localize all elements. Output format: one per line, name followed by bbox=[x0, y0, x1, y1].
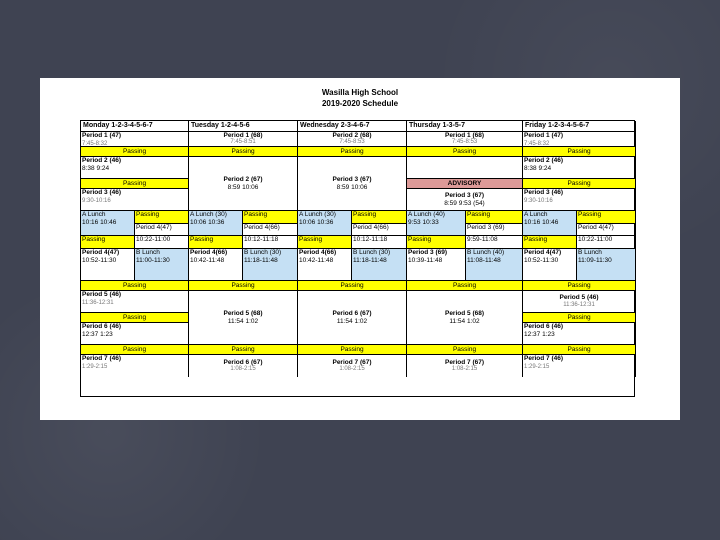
fri-period-4a-time: 10:22-11:00 bbox=[577, 236, 636, 249]
tue-period-1 bbox=[189, 132, 298, 147]
mon-period-4a-time: 10:22-11:00 bbox=[135, 236, 189, 249]
schedule-year: 2019-2020 Schedule bbox=[321, 99, 399, 108]
tue-passing-1: Passing bbox=[189, 147, 298, 157]
mon-period-6 bbox=[81, 323, 189, 345]
mon-p1-time: 7:45-8:32 bbox=[82, 140, 108, 147]
mon-p3-label: Period 3 (46) bbox=[82, 189, 122, 196]
mon-passing-3: Passing bbox=[81, 281, 189, 291]
fri-p4-time: 10:52-11:30 bbox=[524, 256, 559, 264]
header-friday: Friday 1-2-3-4-5-6-7 bbox=[523, 121, 636, 132]
header-thursday: Thursday 1-3-5-7 bbox=[407, 121, 523, 132]
wed-p1-time: 7:45-8:53 bbox=[339, 139, 365, 145]
wed-passing-4: Passing bbox=[298, 345, 407, 355]
mon-p7-label: Period 7 (46) bbox=[82, 355, 122, 362]
tue-a-lunch bbox=[189, 211, 243, 236]
tue-passing-3: Passing bbox=[189, 281, 298, 291]
tue-p2-time: 8:59 10:06 bbox=[227, 183, 259, 191]
wed-p5-time: 11:54 1:02 bbox=[336, 317, 368, 325]
fri-blunch-label: B Lunch bbox=[578, 249, 602, 256]
thu-period-3 bbox=[407, 249, 466, 281]
fri-p2-time: 8:38 9:24 bbox=[524, 164, 552, 172]
tue-p4-label: Period 4(66) bbox=[190, 249, 228, 256]
mon-passing-a2: Passing bbox=[81, 236, 135, 249]
wed-passing-a2: Passing bbox=[298, 236, 352, 249]
wed-alunch-label: A Lunch (30) bbox=[299, 211, 336, 218]
fri-p3-time: 9:30-10:16 bbox=[524, 197, 553, 204]
wed-alunch-time: 10:06 10:36 bbox=[299, 218, 334, 226]
tue-blunch-time: 11:18-11:48 bbox=[244, 256, 278, 264]
thu-passing-a: Passing bbox=[466, 211, 523, 224]
mon-b-lunch bbox=[135, 249, 189, 281]
mon-period-4 bbox=[81, 249, 135, 281]
wed-period-4a: Period 4(66) bbox=[352, 224, 407, 236]
tue-p1-time: 7:45-8:51 bbox=[230, 139, 256, 145]
mon-p4-time: 10:52-11:30 bbox=[82, 256, 117, 264]
tue-p5-time: 11:54 1:02 bbox=[227, 317, 259, 325]
thu-p5-label: Period 5 (68) bbox=[444, 310, 484, 317]
mon-alunch-time: 10:16 10:46 bbox=[82, 218, 117, 226]
wed-a-lunch bbox=[298, 211, 352, 236]
mon-p2-time: 8:38 9:24 bbox=[82, 164, 110, 172]
mon-passing-4: Passing bbox=[81, 313, 189, 323]
mon-passing-1: Passing bbox=[81, 147, 189, 157]
tue-p5-label: Period 5 (68) bbox=[223, 310, 263, 317]
tue-period-4a: Period 4(66) bbox=[243, 224, 298, 236]
thu-p3-time: 10:39-11:48 bbox=[408, 256, 443, 264]
mon-passing-a: Passing bbox=[135, 211, 189, 224]
thu-period-7 bbox=[407, 355, 523, 377]
wed-period-1 bbox=[298, 132, 407, 147]
thu-a-lunch bbox=[407, 211, 466, 236]
wed-p2-label: Period 3 (67) bbox=[332, 176, 372, 183]
mon-p5-time: 11:36-12:31 bbox=[82, 299, 114, 306]
wed-period-4a-time: 10:12-11:18 bbox=[352, 236, 407, 249]
thu-p2-time: 8:59 9:53 (54) bbox=[444, 199, 485, 207]
thu-passing-a2: Passing bbox=[407, 236, 466, 249]
tue-alunch-time: 10:06 10:36 bbox=[190, 218, 225, 226]
tue-passing-4: Passing bbox=[189, 345, 298, 355]
tue-alunch-label: A Lunch (30) bbox=[190, 211, 227, 218]
wed-passing-3: Passing bbox=[298, 281, 407, 291]
mon-p3-time: 9:30-10:16 bbox=[82, 197, 111, 204]
mon-period-1 bbox=[81, 132, 189, 147]
tue-p4-time: 10:42-11:48 bbox=[190, 256, 225, 264]
thu-passing-3: Passing bbox=[407, 281, 523, 291]
fri-b-lunch bbox=[577, 249, 636, 281]
thu-p7-label: Period 7 (67) bbox=[444, 358, 484, 366]
mon-p7-time: 1:29-2:15 bbox=[82, 363, 108, 370]
mon-period-4a: Period 4(47) bbox=[135, 224, 189, 236]
mon-p2-label: Period 2 (46) bbox=[82, 157, 122, 164]
tue-passing-a2: Passing bbox=[189, 236, 243, 249]
wed-blunch-label: B Lunch (30) bbox=[353, 249, 391, 256]
mon-p6-time: 12:37 1:23 bbox=[82, 330, 113, 338]
fri-a-lunch bbox=[523, 211, 577, 236]
fri-p7-label: Period 7 (46) bbox=[524, 355, 564, 362]
mon-blunch-label: B Lunch bbox=[136, 249, 160, 256]
fri-period-2 bbox=[523, 157, 636, 179]
mon-passing-5: Passing bbox=[81, 345, 189, 355]
thu-blunch-time: 11:08-11:48 bbox=[467, 256, 501, 264]
mon-period-7 bbox=[81, 355, 189, 377]
fri-p6-label: Period 6 (46) bbox=[524, 323, 564, 330]
wed-blunch-time: 11:18-11:48 bbox=[353, 256, 387, 264]
schedule-slide bbox=[40, 78, 680, 420]
wed-period-2 bbox=[298, 157, 407, 211]
tue-period-4 bbox=[189, 249, 243, 281]
fri-passing-a2: Passing bbox=[523, 236, 577, 249]
fri-p6-time: 12:37 1:23 bbox=[524, 330, 555, 338]
fri-passing-3: Passing bbox=[523, 281, 636, 291]
mon-period-2 bbox=[81, 157, 189, 179]
wed-p5-label: Period 6 (67) bbox=[332, 310, 372, 317]
fri-p7-time: 1:29-2:15 bbox=[524, 363, 550, 370]
thu-p5-time: 11:54 1:02 bbox=[449, 317, 480, 325]
tue-blunch-label: B Lunch (30) bbox=[244, 249, 282, 256]
tue-p2-label: Period 2 (67) bbox=[223, 176, 263, 183]
schedule-table bbox=[80, 120, 635, 397]
header-monday: Monday 1-2-3-4-5-6-7 bbox=[81, 121, 189, 132]
thu-p2-label: Period 3 (67) bbox=[444, 192, 484, 199]
fri-p5-label: Period 5 (46) bbox=[559, 294, 599, 301]
thu-blunch-label: B Lunch (40) bbox=[467, 249, 505, 256]
thu-passing-1: Passing bbox=[407, 147, 523, 157]
fri-period-1 bbox=[523, 132, 636, 147]
thu-alunch-label: A Lunch (40) bbox=[408, 211, 445, 218]
fri-p5-time: 11:36-12:31 bbox=[563, 301, 595, 308]
thu-p7-time: 1:08-2:15 bbox=[451, 366, 478, 372]
tue-period-5 bbox=[189, 291, 298, 345]
thu-blank-1 bbox=[407, 157, 523, 179]
mon-p5-label: Period 5 (46) bbox=[82, 291, 122, 298]
tue-p6-label: Period 6 (67) bbox=[223, 358, 263, 366]
mon-period-3 bbox=[81, 189, 189, 211]
fri-period-7 bbox=[523, 355, 636, 377]
wed-b-lunch bbox=[352, 249, 407, 281]
thu-p1-time: 7:45-8:53 bbox=[451, 139, 478, 145]
mon-passing-2: Passing bbox=[81, 179, 189, 189]
mon-p6-label: Period 6 (46) bbox=[82, 323, 122, 330]
thu-period-3a: Period 3 (69) bbox=[466, 224, 523, 236]
fri-blunch-time: 11:09-11:30 bbox=[578, 256, 612, 264]
mon-period-5 bbox=[81, 291, 189, 313]
tue-p6-time: 1:08-2:15 bbox=[230, 366, 256, 372]
fri-passing-2: Passing bbox=[523, 179, 636, 189]
wed-p1-label: Period 2 (68) bbox=[332, 132, 372, 139]
tue-passing-a: Passing bbox=[243, 211, 298, 224]
thu-period-3a-time: 9:59-11:08 bbox=[466, 236, 523, 249]
fri-period-5 bbox=[523, 291, 636, 313]
mon-alunch-label: A Lunch bbox=[82, 211, 106, 218]
wed-period-6 bbox=[298, 355, 407, 377]
wed-p4-label: Period 4(66) bbox=[299, 249, 337, 256]
fri-passing-4: Passing bbox=[523, 313, 636, 323]
fri-p1-label: Period 1 (47) bbox=[524, 132, 564, 139]
fri-p3-label: Period 3 (46) bbox=[524, 189, 564, 196]
fri-passing-a: Passing bbox=[577, 211, 636, 224]
mon-p1-label: Period 1 (47) bbox=[82, 132, 122, 139]
thu-period-5 bbox=[407, 291, 523, 345]
wed-passing-a: Passing bbox=[352, 211, 407, 224]
thu-period-1 bbox=[407, 132, 523, 147]
wed-period-5 bbox=[298, 291, 407, 345]
mon-p4-label: Period 4(47) bbox=[82, 249, 120, 256]
mon-a-lunch bbox=[81, 211, 135, 236]
wed-p2-time: 8:59 10:06 bbox=[336, 183, 368, 191]
wed-p6-label: Period 7 (67) bbox=[332, 358, 372, 366]
wed-p4-time: 10:42-11:48 bbox=[299, 256, 334, 264]
fri-passing-5: Passing bbox=[523, 345, 636, 355]
header-tuesday: Tuesday 1-2-4-5-6 bbox=[189, 121, 298, 132]
fri-alunch-label: A Lunch bbox=[524, 211, 548, 218]
wed-passing-1: Passing bbox=[298, 147, 407, 157]
tue-b-lunch bbox=[243, 249, 298, 281]
fri-p4-label: Period 4(47) bbox=[524, 249, 562, 256]
fri-period-6 bbox=[523, 323, 636, 345]
thu-p1-label: Period 1 (68) bbox=[444, 132, 484, 139]
wed-p6-time: 1:08-2:15 bbox=[339, 366, 365, 372]
school-name: Wasilla High School bbox=[321, 88, 399, 97]
tue-period-2 bbox=[189, 157, 298, 211]
fri-alunch-time: 10:16 10:46 bbox=[524, 218, 559, 226]
tue-p1-label: Period 1 (68) bbox=[223, 132, 263, 139]
tue-period-6 bbox=[189, 355, 298, 377]
tue-period-4a-time: 10:12-11:18 bbox=[243, 236, 298, 249]
mon-blunch-time: 11:00-11:30 bbox=[136, 256, 170, 264]
fri-p2-label: Period 2 (46) bbox=[524, 157, 564, 164]
thu-p3-label: Period 3 (69) bbox=[408, 249, 448, 256]
fri-period-4a: Period 4(47) bbox=[577, 224, 636, 236]
fri-p1-time: 7:45-8:32 bbox=[524, 140, 550, 147]
thu-advisory: ADVISORY bbox=[407, 179, 523, 189]
wed-period-4 bbox=[298, 249, 352, 281]
thu-period-2 bbox=[407, 189, 523, 211]
thu-b-lunch bbox=[466, 249, 523, 281]
thu-alunch-time: 9:53 10:33 bbox=[408, 218, 439, 226]
header-wednesday: Wednesday 2-3-4-6-7 bbox=[298, 121, 407, 132]
fri-period-4 bbox=[523, 249, 577, 281]
fri-period-3 bbox=[523, 189, 636, 211]
thu-passing-4: Passing bbox=[407, 345, 523, 355]
fri-passing-1: Passing bbox=[523, 147, 636, 157]
